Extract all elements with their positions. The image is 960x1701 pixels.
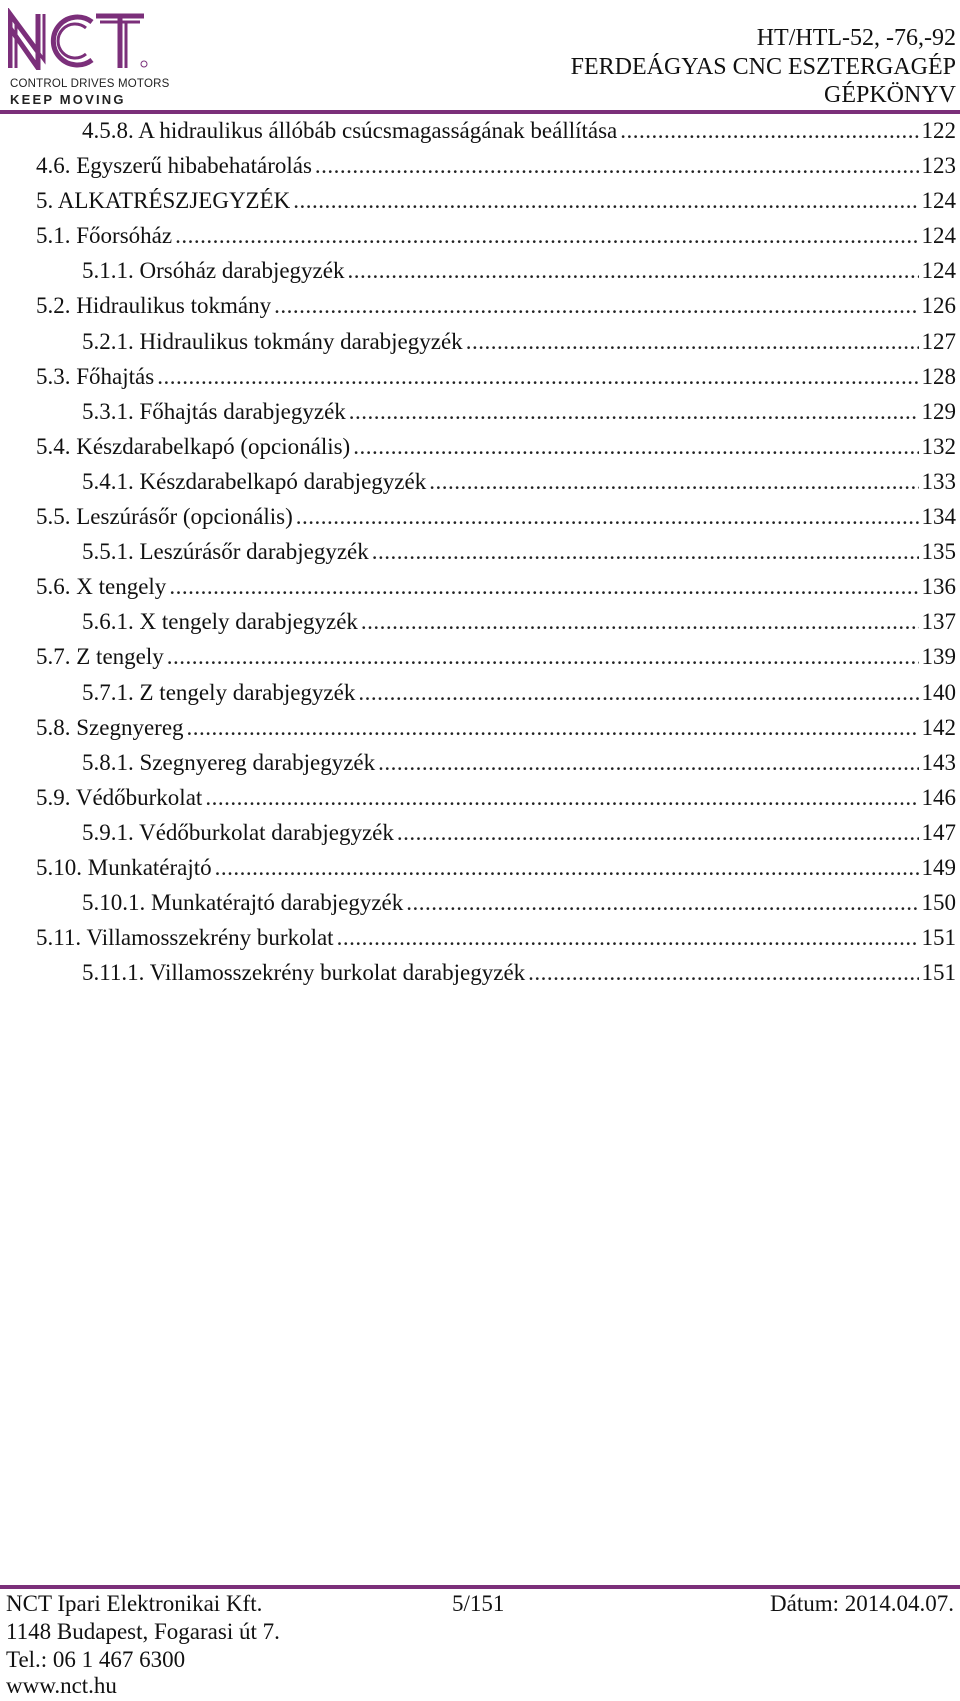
toc-entry-label: 5.5.1. Leszúrásőr darabjegyzék: [82, 539, 369, 565]
toc-entry-label: 5.4.1. Készdarabelkapó darabjegyzék: [82, 468, 427, 494]
toc-leader-dots: [296, 499, 919, 534]
toc-entry[interactable]: [36, 850, 956, 885]
toc-entry-page: 137: [921, 609, 956, 635]
toc-leader-dots: [429, 464, 918, 499]
toc-entry-page: 151: [921, 960, 956, 986]
document-title-line: GÉPKÖNYV: [824, 82, 956, 108]
toc-entry-label: 5.7. Z tengely: [36, 644, 164, 670]
toc-entry[interactable]: [36, 639, 956, 674]
toc-leader-dots: [397, 815, 919, 850]
toc-entry-page: 124: [921, 188, 956, 214]
toc-entry-label: 5.3.1. Főhajtás darabjegyzék: [82, 398, 346, 424]
toc-entry[interactable]: [36, 885, 956, 920]
toc-entry[interactable]: [36, 780, 956, 815]
toc-entry-page: 133: [921, 468, 956, 494]
toc-entry-label: 5.3. Főhajtás: [36, 363, 155, 389]
toc-entry[interactable]: [36, 359, 956, 394]
toc-entry-label: 5.2.1. Hidraulikus tokmány darabjegyzék: [82, 328, 463, 354]
toc-leader-dots: [274, 288, 918, 323]
footer-company: NCT Ipari Elektronikai Kft.: [6, 1591, 263, 1616]
toc-entry-label: 5.8.1. Szegnyereg darabjegyzék: [82, 749, 376, 775]
toc-entry-page: 124: [921, 258, 956, 284]
toc-entry-page: 135: [921, 539, 956, 565]
toc-entry-label: 5.11.1. Villamosszekrény burkolat darabjegyzék: [82, 960, 526, 986]
toc-entry[interactable]: [36, 710, 956, 745]
toc-leader-dots: [353, 429, 918, 464]
toc-entry[interactable]: [36, 324, 956, 359]
toc-entry-page: 132: [921, 433, 956, 459]
toc-leader-dots: [349, 394, 919, 429]
toc-leader-dots: [620, 113, 918, 148]
document-title-line: FERDEÁGYAS CNC ESZTERGAGÉP: [570, 53, 956, 80]
page-number: 5/151: [452, 1591, 505, 1616]
toc-entry[interactable]: [36, 604, 956, 639]
toc-entry-page: 129: [921, 398, 956, 424]
toc-leader-dots: [293, 183, 918, 218]
toc-leader-dots: [205, 780, 918, 815]
toc-entry-page: 134: [921, 504, 956, 530]
toc-leader-dots: [528, 955, 918, 990]
toc-entry[interactable]: [36, 148, 956, 183]
toc-entry-label: 5.10.1. Munkatérajtó darabjegyzék: [82, 890, 404, 916]
toc-leader-dots: [167, 639, 919, 674]
toc-entry-page: 149: [921, 854, 956, 880]
toc-entry-page: 150: [921, 890, 956, 916]
toc-entry[interactable]: [36, 113, 956, 148]
toc-entry-label: 5.5. Leszúrásőr (opcionális): [36, 504, 293, 530]
nct-logo-mark: [8, 8, 148, 70]
nct-logo: [8, 8, 170, 107]
toc-leader-dots: [406, 885, 918, 920]
toc-entry-page: 127: [921, 328, 956, 354]
toc-entry-label: 5.6.1. X tengely darabjegyzék: [82, 609, 358, 635]
toc-entry[interactable]: [36, 920, 956, 955]
toc-entry-label: 5.9. Védőburkolat: [36, 784, 203, 810]
toc-leader-dots: [169, 569, 918, 604]
toc-entry-label: 5.9.1. Védőburkolat darabjegyzék: [82, 819, 394, 845]
toc-entry-label: 5.10. Munkatérajtó: [36, 854, 212, 880]
toc-entry[interactable]: [36, 569, 956, 604]
toc-entry[interactable]: [36, 253, 956, 288]
document-title: [571, 24, 956, 110]
toc-leader-dots: [372, 534, 919, 569]
toc-entry-label: 4.6. Egyszerű hibabehatárolás: [36, 153, 312, 179]
toc-entry[interactable]: [36, 288, 956, 323]
toc-entry-page: 147: [921, 819, 956, 845]
toc-entry[interactable]: [36, 534, 956, 569]
toc-entry[interactable]: [36, 218, 956, 253]
table-of-contents: [36, 113, 956, 990]
toc-entry-label: 5.7.1. Z tengely darabjegyzék: [82, 679, 356, 705]
toc-entry-page: 128: [921, 363, 956, 389]
toc-entry-page: 139: [921, 644, 956, 670]
toc-entry-page: 142: [921, 714, 956, 740]
toc-leader-dots: [315, 148, 919, 183]
logo-tagline-2: KEEP MOVING: [10, 92, 126, 107]
toc-entry[interactable]: [36, 499, 956, 534]
toc-entry[interactable]: [36, 429, 956, 464]
logo-tagline-1: CONTROL DRIVES MOTORS: [10, 78, 170, 90]
footer-web: www.nct.hu: [6, 1673, 117, 1698]
toc-leader-dots: [157, 359, 918, 394]
toc-entry[interactable]: [36, 183, 956, 218]
toc-entry-label: 5.8. Szegnyereg: [36, 714, 184, 740]
toc-entry[interactable]: [36, 955, 956, 990]
toc-entry-label: 5.4. Készdarabelkapó (opcionális): [36, 433, 351, 459]
toc-leader-dots: [347, 253, 918, 288]
footer-date: Dátum: 2014.04.07.: [770, 1591, 954, 1616]
toc-entry-label: 5.11. Villamosszekrény burkolat: [36, 925, 334, 951]
document-title-line: HT/HTL-52, -76,-92: [756, 25, 956, 51]
toc-entry-page: 126: [921, 293, 956, 319]
toc-entry[interactable]: [36, 464, 956, 499]
page-header: [0, 0, 960, 116]
toc-entry-page: 151: [921, 925, 956, 951]
toc-entry[interactable]: [36, 675, 956, 710]
footer-phone: Tel.: 06 1 467 6300: [6, 1647, 186, 1672]
toc-entry-page: 143: [921, 749, 956, 775]
toc-entry[interactable]: [36, 745, 956, 780]
toc-entry-label: 5.6. X tengely: [36, 574, 167, 600]
footer-address: 1148 Budapest, Fogarasi út 7.: [6, 1619, 280, 1644]
toc-entry-page: 124: [921, 223, 956, 249]
toc-entry-page: 146: [921, 784, 956, 810]
toc-entry-label: 5.2. Hidraulikus tokmány: [36, 293, 272, 319]
toc-entry[interactable]: [36, 815, 956, 850]
toc-leader-dots: [337, 920, 919, 955]
toc-leader-dots: [358, 675, 918, 710]
toc-entry-label: 5.1.1. Orsóház darabjegyzék: [82, 258, 345, 284]
toc-entry-label: 5. ALKATRÉSZJEGYZÉK: [36, 188, 291, 214]
toc-leader-dots: [361, 604, 919, 639]
toc-entry-page: 123: [921, 153, 956, 179]
toc-entry[interactable]: [36, 394, 956, 429]
toc-entry-label: 4.5.8. A hidraulikus állóbáb csúcsmagasságának beállítása: [82, 118, 618, 143]
toc-leader-dots: [175, 218, 918, 253]
toc-entry-page: 122: [921, 118, 956, 143]
toc-entry-page: 140: [921, 679, 956, 705]
toc-leader-dots: [215, 850, 919, 885]
toc-leader-dots: [466, 324, 919, 359]
toc-entry-page: 136: [921, 574, 956, 600]
toc-entry-label: 5.1. Főorsóház: [36, 223, 173, 249]
page-footer: [0, 1589, 960, 1701]
toc-leader-dots: [378, 745, 918, 780]
toc-leader-dots: [187, 710, 919, 745]
